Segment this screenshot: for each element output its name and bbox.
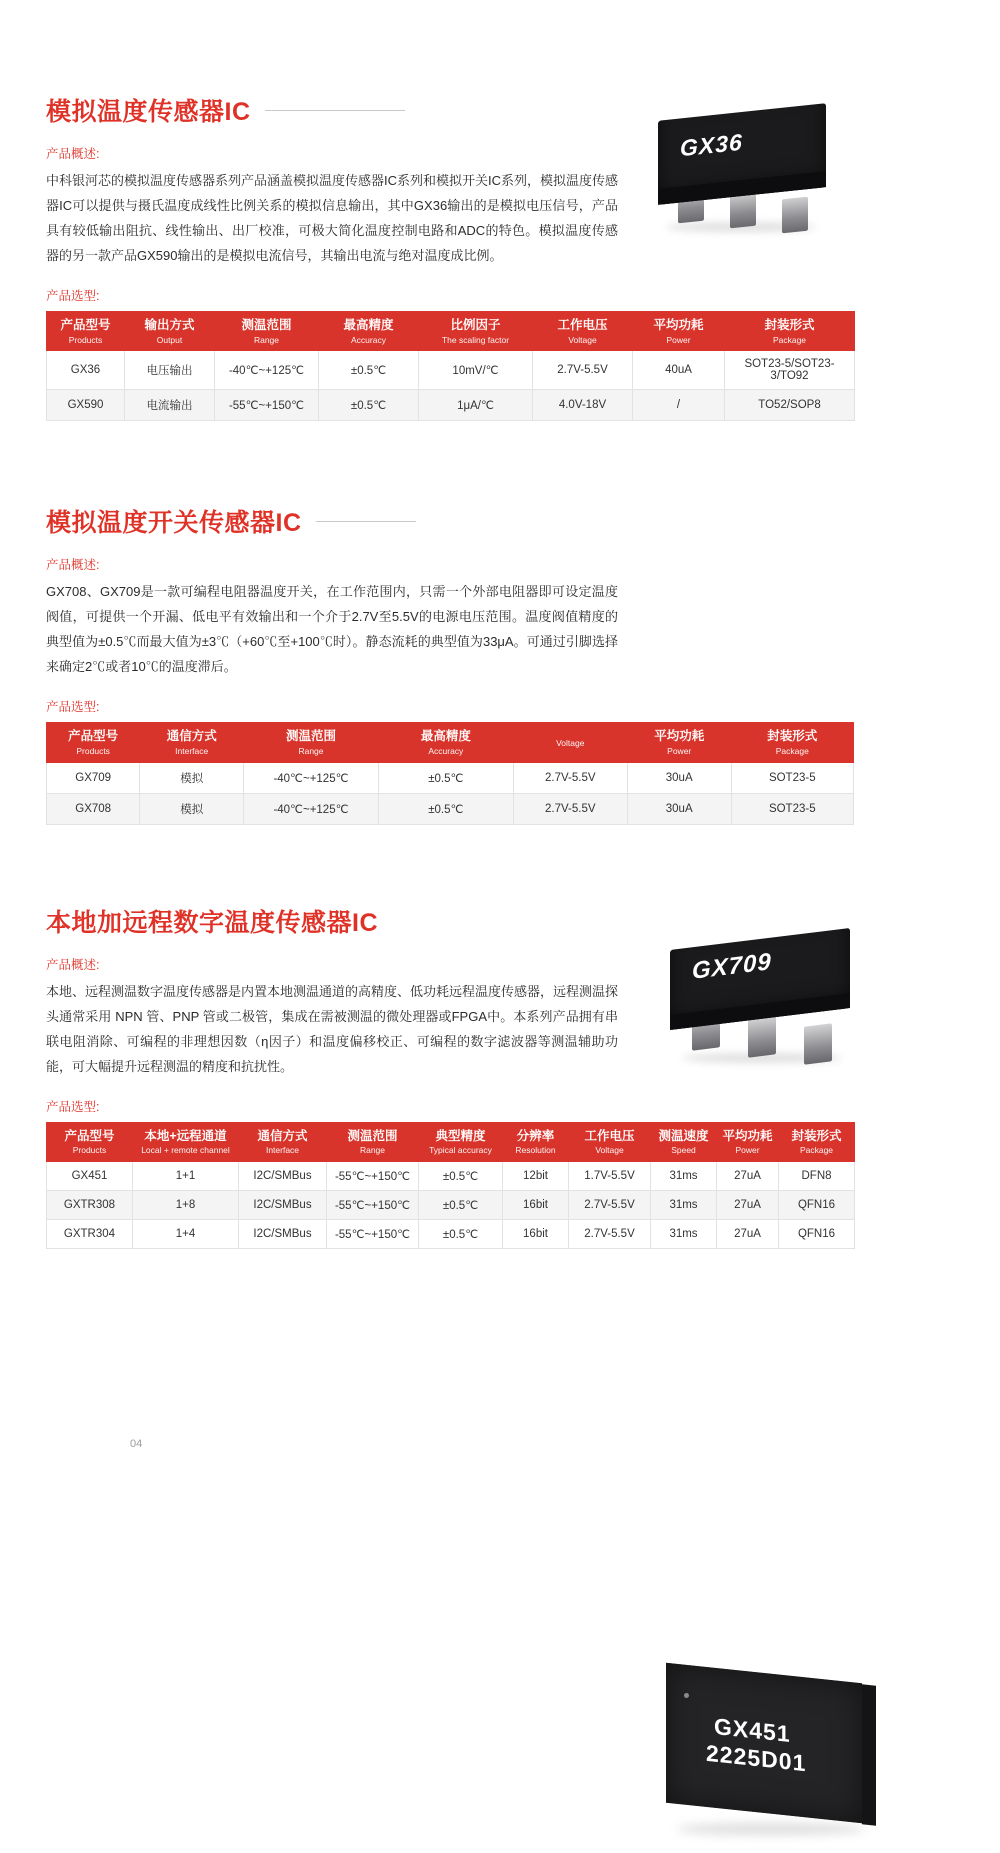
table-cell: 2.7V-5.5V [513, 793, 627, 824]
chip-marking-text: GX36 [680, 128, 743, 162]
table-cell: 2.7V-5.5V [569, 1190, 651, 1219]
table-cell: SOT23-5/SOT23-3/TO92 [725, 351, 855, 390]
table-cell: TO52/SOP8 [725, 390, 855, 421]
table-cell: -40℃~+125℃ [244, 793, 379, 824]
chip-image-gx36 [620, 104, 850, 254]
selection-label: 产品选型: [46, 700, 100, 715]
table-header-cell: 分辨率 Resolution [503, 1122, 569, 1161]
overview-text: 中科银河芯的模拟温度传感器系列产品涵盖模拟温度传感器IC系列和模拟开关IC系列，模拟温度传感器IC可以提供与摄氏温度成线性比例关系的模拟信息输出，其中GX36输出的是模拟电压信号，产品具有较低输出阻抗、线性输出、出厂校准，可极大简化温度控制电路和ADC的特色。模拟温度传感器的另一款产品GX590输出的是模拟电流信号，其输出电流与绝对温度成比例。 [46, 173, 619, 263]
table-cell: GX451 [47, 1161, 133, 1190]
table-cell: 31ms [651, 1219, 717, 1248]
table-row [47, 1161, 855, 1190]
table-cell: GX708 [47, 793, 140, 824]
table-cell: GX590 [47, 390, 125, 421]
section-heading-2 [46, 503, 960, 539]
table-cell: GXTR304 [47, 1219, 133, 1248]
table-header-cell: 测温范围 Range [244, 723, 379, 762]
table-row [47, 1219, 855, 1248]
table-cell: -40℃~+125℃ [215, 351, 319, 390]
chip-pin1-dot [684, 1693, 689, 1698]
overview-label: 产品概述: [46, 147, 100, 161]
section-title: 模拟温度传感器IC [46, 98, 251, 126]
title-divider [316, 521, 416, 522]
table-cell: DFN8 [779, 1161, 855, 1190]
table-header-cell: 工作电压 Voltage [569, 1122, 651, 1161]
table-cell: 2.7V-5.5V [533, 351, 633, 390]
spec-table-1 [46, 311, 855, 421]
table-header-cell: 测温范围 Range [327, 1122, 419, 1161]
section-heading-3 [46, 903, 960, 939]
section-title: 本地加远程数字温度传感器IC [46, 908, 379, 937]
table-header-row [47, 312, 855, 351]
chip-pin [730, 192, 756, 229]
table-cell: 40uA [633, 351, 725, 390]
table-header-cell: 封装形式 Package [731, 723, 853, 762]
table-cell: ±0.5℃ [419, 1161, 503, 1190]
table-cell: 31ms [651, 1161, 717, 1190]
table-header-cell: 工作电压 Voltage [533, 312, 633, 351]
table-cell: 1+4 [133, 1219, 239, 1248]
table-header-cell: 平均功耗 Power [633, 312, 725, 351]
table-cell: -55℃~+150℃ [215, 390, 319, 421]
table-header-cell: 通信方式 Interface [239, 1122, 327, 1161]
table-header-cell: 封装形式 Package [779, 1122, 855, 1161]
table-cell: 10mV/℃ [419, 351, 533, 390]
table-header-cell: 比例因子 The scaling factor [419, 312, 533, 351]
chip-marking-text: GX709 [692, 948, 772, 986]
page-number: 04 [130, 1438, 143, 1450]
table-cell: 12bit [503, 1161, 569, 1190]
chip-image-gx451 [636, 1663, 906, 1853]
table-header-cell: 测温范围 Range [215, 312, 319, 351]
table-header-cell: 平均功耗 Power [627, 723, 731, 762]
table-header-cell: 典型精度 Typical accuracy [419, 1122, 503, 1161]
table-header-cell: 产品型号 Products [47, 312, 125, 351]
table-cell: ±0.5℃ [319, 390, 419, 421]
table-header-row [47, 1122, 855, 1161]
table-header-cell: 产品型号 Products [47, 1122, 133, 1161]
table-cell: 30uA [627, 762, 731, 793]
table-cell: 27uA [717, 1190, 779, 1219]
table-cell: ±0.5℃ [378, 762, 513, 793]
table-cell: 16bit [503, 1190, 569, 1219]
section-remote-digital-temp-sensor [40, 903, 960, 1776]
table-cell: -55℃~+150℃ [327, 1219, 419, 1248]
table-cell: 4.0V-18V [533, 390, 633, 421]
table-cell: 2.7V-5.5V [513, 762, 627, 793]
table-cell: -40℃~+125℃ [244, 762, 379, 793]
table-cell: 1.7V-5.5V [569, 1161, 651, 1190]
table-header-row [47, 723, 854, 762]
table-cell: ±0.5℃ [319, 351, 419, 390]
table-cell: ±0.5℃ [378, 793, 513, 824]
table-cell: QFN16 [779, 1190, 855, 1219]
table-header-cell: 产品型号 Products [47, 723, 140, 762]
table-row [47, 793, 854, 824]
table-header-cell: 最高精度 Accuracy [319, 312, 419, 351]
document-page [0, 92, 1000, 1776]
overview-text: GX708、GX709是一款可编程电阻器温度开关，在工作范围内，只需一个外部电阻器即可设定温度阀值，可提供一个开漏、低电平有效输出和一个介于2.7V至5.5V的电源电压范围。温度阀值精度的典型值为±0.5℃而最大值为±3℃（+60℃至+100℃时）。静态流耗的典型值为33μA。可通过引脚选择来确定2℃或者10℃的温度滞后。 [46, 584, 618, 675]
table-header-cell: 输出方式 Output [125, 312, 215, 351]
table-cell: SOT23-5 [731, 793, 853, 824]
table-cell: ±0.5℃ [419, 1190, 503, 1219]
table-header-cell: 最高精度 Accuracy [378, 723, 513, 762]
table-cell: 电流输出 [125, 390, 215, 421]
table-cell: 27uA [717, 1161, 779, 1190]
table-cell: / [633, 390, 725, 421]
overview-text: 本地、远程测温数字温度传感器是内置本地测温通道的高精度、低功耗远程温度传感器，远程测温探头通常采用 NPN 管、PNP 管或二极管，集成在需被测温的微处理器或FPGA中。本系列产品拥有串联电阻消除、可编程的非理想因数（η因子）和温度偏移校正、可编程的数字滤波器等测温辅助功能，可大幅提升远程测温的精度和抗扰性。 [46, 983, 619, 1074]
spec-table-3 [46, 1122, 855, 1249]
table-cell: GX709 [47, 762, 140, 793]
table-cell: GX36 [47, 351, 125, 390]
table-cell: 2.7V-5.5V [569, 1219, 651, 1248]
table-cell: I2C/SMBus [239, 1219, 327, 1248]
selection-label: 产品选型: [46, 289, 100, 303]
table-cell: -55℃~+150℃ [327, 1161, 419, 1190]
table-cell: SOT23-5 [731, 762, 853, 793]
table-header-cell: 测温速度 Speed [651, 1122, 717, 1161]
table-cell: I2C/SMBus [239, 1190, 327, 1219]
chip-shadow [676, 1823, 866, 1835]
table-header-cell: 封装形式 Package [725, 312, 855, 351]
chip-pin [782, 197, 808, 234]
selection-label: 产品选型: [46, 1099, 100, 1114]
table-cell: -55℃~+150℃ [327, 1190, 419, 1219]
table-cell: 模拟 [140, 762, 244, 793]
table-row [47, 390, 855, 421]
table-cell: 1+1 [133, 1161, 239, 1190]
table-row [47, 351, 855, 390]
table-cell: ±0.5℃ [419, 1219, 503, 1248]
chip-marking-text-line2: 2225D01 [706, 1739, 807, 1776]
table-cell: 1μA/℃ [419, 390, 533, 421]
table-header-cell: 平均功耗 Power [717, 1122, 779, 1161]
chip-marking-text-line1: GX451 [714, 1712, 791, 1747]
table-cell: 电压输出 [125, 351, 215, 390]
table-cell: 1+8 [133, 1190, 239, 1219]
table-header-cell: 通信方式 Interface [140, 723, 244, 762]
table-cell: GXTR308 [47, 1190, 133, 1219]
overview-label: 产品概述: [46, 558, 100, 573]
table-cell: QFN16 [779, 1219, 855, 1248]
table-cell: 30uA [627, 793, 731, 824]
section-title: 模拟温度开关传感器IC [46, 509, 302, 538]
spec-table-2 [46, 722, 854, 824]
chip-side [862, 1684, 876, 1825]
table-cell: 16bit [503, 1219, 569, 1248]
table-cell: 27uA [717, 1219, 779, 1248]
table-row [47, 762, 854, 793]
table-row [47, 1190, 855, 1219]
overview-label: 产品概述: [46, 957, 100, 972]
table-cell: 31ms [651, 1190, 717, 1219]
table-header-cell: 本地+远程通道 Local + remote channel [133, 1122, 239, 1161]
title-divider [265, 110, 405, 111]
table-cell: 模拟 [140, 793, 244, 824]
table-header-cell: Voltage [513, 723, 627, 762]
table-cell: I2C/SMBus [239, 1161, 327, 1190]
section-analog-temp-sensor [40, 92, 960, 421]
